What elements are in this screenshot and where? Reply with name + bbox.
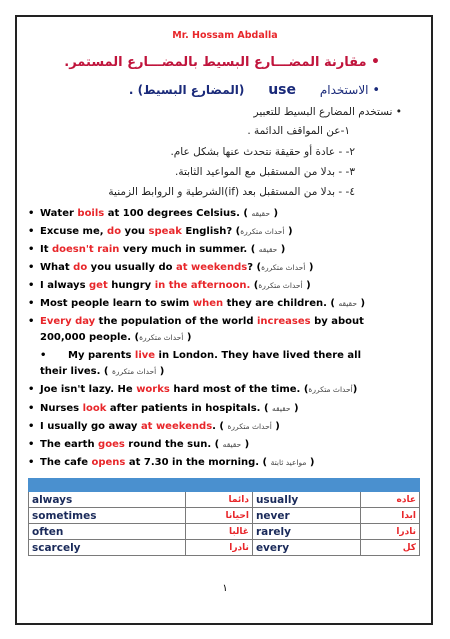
example-sentence [40,366,164,377]
example-text: Excuse me, [40,226,108,237]
example-sentence: • Nurses look after patients in hospitals. ( حقيقه ) [28,403,299,414]
example-highlight: Every day [40,316,96,327]
example-tag: أحداث متكررة [258,281,303,290]
example-text: The earth [40,439,99,450]
word-en: scarcely [29,540,186,556]
example-text: ) [269,208,279,219]
example-sentence: • The cafe opens at 7.30 in the morning. ( مواعيد ثابتة ) [28,457,315,468]
example-highlight: do [107,226,122,237]
example-sentence: • Most people learn to swim when they are children. ( حقيقه ) [28,298,366,309]
usage-intro [254,106,402,118]
example-highlight: at weekends [140,421,213,432]
example-sentence: • It doesn't rain very much in summer. ( حقيقه ) [28,244,286,255]
example-text: ) [277,244,286,255]
example-text: you usually do [87,262,176,273]
table-header-row [29,479,420,492]
example-tag: حقيقه [222,440,242,449]
use-keyword: use [268,82,296,98]
use-bullet: • [372,83,380,98]
example-text: the population of the world [95,316,257,327]
example-text: after patients in hospitals. ( [106,403,273,414]
example-highlight: when [192,298,224,309]
example-tag: حقيقه [251,209,270,218]
word-ar: كل [361,540,420,556]
author-header: Mr. Hossam Abdalla [172,30,278,41]
example-text: round the sun. ( [124,439,223,450]
example-text: they are children. ( [223,298,339,309]
example-text: ) [284,226,293,237]
use-prefix: الاستخدام [319,83,369,97]
example-tag: مواعيد ثابتة [270,458,307,467]
example-text: ) [290,403,299,414]
example-highlight: opens [91,457,126,468]
example-highlight: look [82,403,107,414]
word-ar: نادرا [361,524,420,540]
example-text: Joe isn't lazy. He [40,384,137,395]
example-tag: حقيقه [338,299,357,308]
word-ar: عاده [361,492,420,508]
example-text: ) [183,332,192,343]
example-text: hard most of the time. ( [169,384,309,395]
table-row [29,524,420,540]
example-text: ) [271,421,280,432]
example-text: ? ( [247,262,262,273]
example-text: English? ( [181,226,241,237]
word-ar: غالبا [186,524,253,540]
example-tag: أحداث متكررة [240,227,285,236]
example-sentence [40,332,191,343]
example-text: The cafe [40,457,92,468]
title-bullet: • [371,54,380,70]
example-sentence: • What do you usually do at weekends? (أحداث متكررة ) [28,262,314,273]
example-text: ( [131,332,140,343]
word-en: every [252,540,360,556]
example-sentence: • I always get hungry in the afternoon. (أحداث متكررة ) [28,280,311,291]
word-ar: دائما [186,492,253,508]
table-row [29,508,420,524]
example-text: their lives. ( [40,366,112,377]
example-text: hungry [107,280,155,291]
example-highlight: do [73,262,88,273]
example-text: ( [250,280,259,291]
example-highlight: at weekends [175,262,248,273]
example-text: in London. They have lived there all [155,350,362,361]
example-highlight: live [134,350,156,361]
word-en: often [29,524,186,540]
example-text: ) [352,384,358,395]
example-text: ) [306,457,315,468]
example-text: at 7.30 in the morning. ( [125,457,271,468]
page-number: ١ [222,583,228,594]
example-text: Most people learn to swim [40,298,193,309]
example-text: . [127,332,132,343]
example-tag: أحداث متكررة [308,385,353,394]
example-sentence: • I usually go away at weekends. ( أحداث متكررة ) [28,421,280,432]
example-text: What [40,262,74,273]
frequency-words-table [28,478,420,556]
example-text: I usually go away [40,421,141,432]
example-sentence: • Joe isn't lazy. He works hard most of the time. (أحداث متكررة) [28,384,358,395]
usage-intro-text: نستخدم المضارع البسيط للتعبير [253,106,393,118]
usage-bullet: • [395,106,402,118]
example-text: 200,000 people [40,332,128,343]
example-tag: حقيقه [272,404,291,413]
example-tag: أحداث متكررة [227,422,272,431]
example-sentence: • My parents live in London. They have lived there all [40,350,362,361]
usage-item: ١-عن المواقف الدائمة . [247,125,350,137]
example-text: I always [40,280,90,291]
example-tag: أحداث متكررة [111,367,157,376]
word-en: rarely [252,524,360,540]
lesson-title-text: مقارنة المضـــارع البسيط بالمضـــارع المستمر. [64,55,367,70]
example-highlight: increases [256,316,311,327]
example-sentence: • The earth goes round the sun. ( حقيقه ) [28,439,250,450]
example-text: ) [156,366,165,377]
example-highlight: boils [77,208,105,219]
example-highlight: goes [98,439,125,450]
example-sentence: • Excuse me, do you speak English? (أحداث متكررة ) [28,226,293,237]
word-ar: احيانا [186,508,253,524]
example-text: Nurses [40,403,83,414]
example-text: It [40,244,52,255]
example-highlight: speak [148,226,182,237]
example-tag: أحداث متكررة [139,333,184,342]
word-ar: نادرا [186,540,253,556]
example-text: ) [241,439,250,450]
use-heading [129,82,380,98]
usage-item: ٣- - بدلا من المستقبل مع المواعيد الثابتة. [174,166,355,178]
example-text: ) [302,280,311,291]
example-text: Water [40,208,78,219]
use-suffix: (المضارع البسيط) . [128,83,245,97]
example-text: . ( [212,421,228,432]
example-text: by about [310,316,364,327]
example-highlight: get [89,280,108,291]
example-highlight: doesn't rain [51,244,120,255]
word-en: never [252,508,360,524]
word-ar: ابدا [361,508,420,524]
word-en: sometimes [29,508,186,524]
example-highlight: in the afternoon. [154,280,251,291]
word-en: usually [252,492,360,508]
example-tag: حقيقه [258,245,278,254]
word-en: always [29,492,186,508]
table-row [29,492,420,508]
example-sentence: • Water boils at 100 degrees Celsius. ( حقيقه ) [28,208,279,219]
table-row [29,540,420,556]
example-text: My parents [68,350,135,361]
example-text: you [121,226,149,237]
usage-item: ٢- - عادة أو حقيقة نتحدث عنها بشكل عام. [170,146,355,158]
example-text: very much in summer. ( [119,244,259,255]
example-text: ) [356,298,366,309]
example-text: ) [305,262,314,273]
example-sentence: • Every day the population of the world increases by about [28,316,364,327]
lesson-title [64,54,380,70]
example-text: at 100 degrees Celsius. ( [104,208,252,219]
usage-item: ٤- - بدلا من المستقبل بعد (if)الشرطية و الروابط الزمنية [108,186,355,198]
example-tag: أحداث متكررة [261,263,306,272]
example-highlight: works [136,384,170,395]
